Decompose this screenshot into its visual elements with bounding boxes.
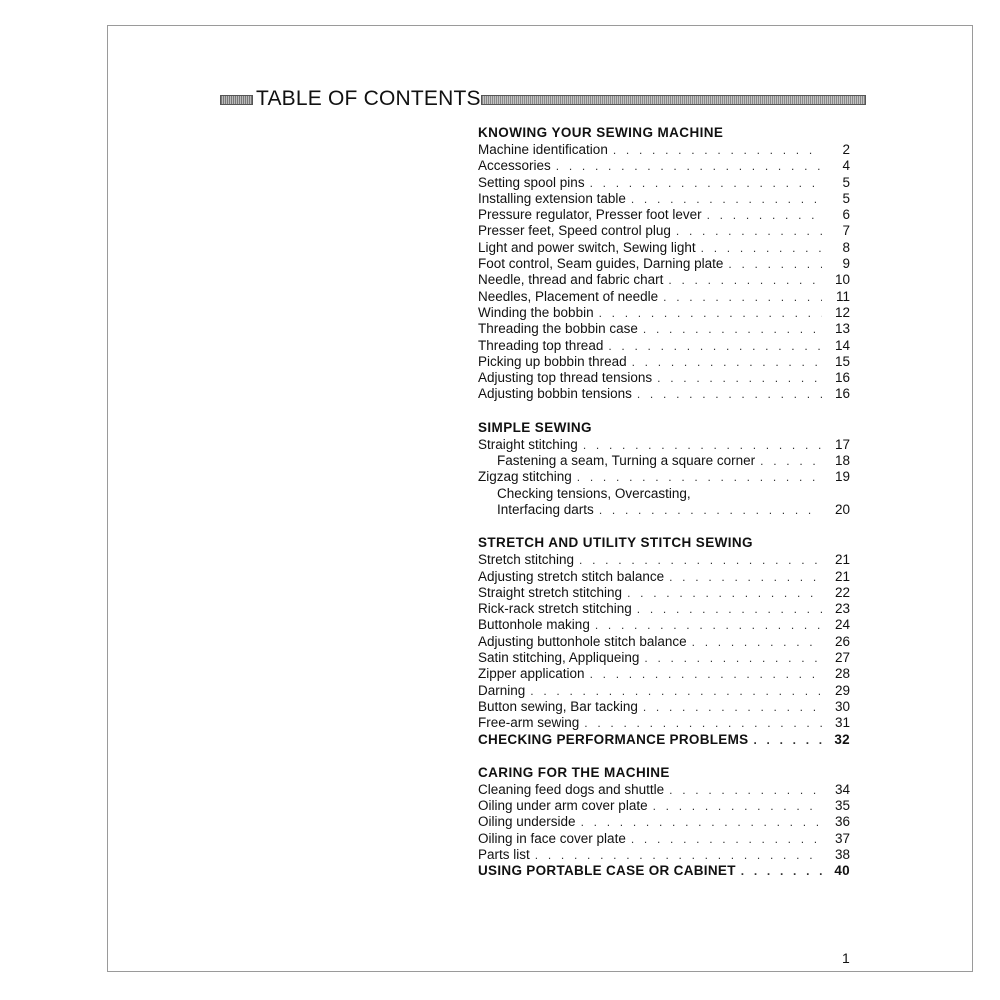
dot-leader [652,370,822,386]
toc-entry[interactable] [478,798,850,814]
dot-leader [574,552,822,568]
section-spacer [478,518,850,534]
toc-entry[interactable] [478,256,850,272]
dot-leader [594,305,822,321]
table-of-contents [478,124,850,880]
toc-entry[interactable] [478,699,850,715]
entry-label: Satin stitching, Appliqueing [478,650,640,666]
entry-label: Free-arm sewing [478,715,580,731]
toc-entry[interactable] [478,617,850,633]
dot-leader [626,191,822,207]
toc-entry[interactable] [478,175,850,191]
toc-entry[interactable] [478,240,850,256]
toc-entry[interactable] [478,453,850,469]
entry-page: 21 [834,568,850,584]
entry-page: 15 [834,353,850,369]
toc-entry[interactable] [478,223,850,239]
toc-entry[interactable] [478,585,850,601]
entry-page: 21 [834,552,850,568]
dot-leader [664,569,822,585]
dot-leader [622,585,822,601]
entry-label: Buttonhole making [478,617,590,633]
toc-entry[interactable] [478,469,850,485]
section-spacer [478,748,850,764]
page-title: TABLE OF CONTENTS [256,87,481,110]
entry-page: 30 [834,698,850,714]
dot-leader [603,338,822,354]
dot-leader [525,683,822,699]
toc-entry[interactable] [478,831,850,847]
section-title: CARING FOR THE MACHINE [478,764,670,780]
entry-label: Rick-rack stretch stitching [478,601,632,617]
toc-header [220,88,866,112]
entry-page: 27 [834,650,850,666]
entry-label: Threading the bobbin case [478,321,638,337]
toc-entry[interactable] [478,634,850,650]
dot-leader [638,699,822,715]
entry-page: 7 [842,223,850,239]
dot-leader [579,715,822,731]
entry-page: 4 [842,158,850,174]
entry-page: 36 [834,814,850,830]
dot-leader [648,798,822,814]
entry-label: Oiling under arm cover plate [478,798,648,814]
entry-page: 31 [834,715,850,731]
header-rule-right [481,95,866,105]
dot-leader [736,863,822,879]
entry-label: Setting spool pins [478,174,585,190]
entry-label: Pressure regulator, Presser foot lever [478,207,702,223]
toc-entry[interactable] [478,569,850,585]
entry-label: Light and power switch, Sewing light [478,239,696,255]
entry-page: 29 [834,682,850,698]
toc-entry[interactable] [478,666,850,682]
toc-entry[interactable] [478,601,850,617]
entry-page: 12 [834,304,850,320]
entry-page: 24 [834,617,850,633]
dot-leader [671,223,822,239]
entry-label: Needle, thread and fabric chart [478,272,664,288]
entry-label: Adjusting bobbin tensions [478,386,632,402]
header-rule-left [220,95,253,105]
toc-entry[interactable] [478,863,850,879]
section-spacer [478,403,850,419]
entry-page: 11 [835,288,850,304]
dot-leader [664,782,822,798]
entry-label: CHECKING PERFORMANCE PROBLEMS [478,731,749,747]
toc-entry[interactable] [478,732,850,748]
toc-entry[interactable] [478,207,850,223]
toc-entry[interactable] [478,650,850,666]
entry-label: Oiling underside [478,814,576,830]
toc-entry[interactable] [478,782,850,798]
dot-leader [723,256,822,272]
toc-entry[interactable] [478,486,850,502]
dot-leader [608,142,822,158]
toc-entry[interactable] [478,142,850,158]
toc-entry[interactable] [478,158,850,174]
entry-label: Installing extension table [478,190,626,206]
toc-entry[interactable] [478,354,850,370]
entry-page: 19 [834,469,850,485]
entry-label: Oiling in face cover plate [478,830,626,846]
toc-entry[interactable] [478,847,850,863]
entry-page: 18 [834,453,850,469]
dot-leader [702,207,822,223]
toc-entry[interactable] [478,191,850,207]
entry-label: Adjusting top thread tensions [478,370,653,386]
dot-leader [551,158,822,174]
dot-leader [632,386,822,402]
entry-label: Threading top thread [478,337,604,353]
toc-entry[interactable] [478,289,850,305]
dot-leader [687,634,822,650]
entry-page: 9 [842,256,850,272]
entry-page: 10 [834,272,850,288]
dot-leader [627,354,822,370]
dot-leader [590,617,822,633]
entry-page: 20 [834,501,850,517]
entry-page: 16 [834,370,850,386]
entry-page: 5 [842,190,850,206]
dot-leader [658,289,822,305]
entry-page: 28 [834,666,850,682]
entry-label: Straight stitching [478,436,578,452]
dot-leader [639,650,822,666]
entry-page: 23 [834,601,850,617]
entry-page: 2 [842,142,850,157]
entry-label: Interfacing darts [497,501,594,517]
toc-entry[interactable] [478,321,850,337]
entry-page: 16 [834,386,850,402]
toc-entry[interactable] [478,683,850,699]
entry-page: 32 [834,731,850,747]
dot-leader [755,453,822,469]
entry-label: Presser feet, Speed control plug [478,223,671,239]
entry-page: 35 [834,798,850,814]
entry-label: Machine identification [478,142,608,157]
entry-label: Needles, Placement of needle [478,288,659,304]
entry-label: Stretch stitching [478,552,575,568]
section-title: SIMPLE SEWING [478,419,592,435]
toc-entry[interactable] [478,502,850,518]
dot-leader [626,831,822,847]
dot-leader [530,847,822,863]
entry-label: USING PORTABLE CASE OR CABINET [478,863,736,879]
entry-page: 26 [834,633,850,649]
entry-label: Fastening a seam, Turning a square corner [497,453,756,469]
entry-page: 34 [834,781,850,797]
toc-entry[interactable] [478,386,850,402]
toc-entry[interactable] [478,715,850,731]
entry-label: Foot control, Seam guides, Darning plate [478,256,724,272]
dot-leader [572,469,822,485]
entry-page: 40 [834,863,850,879]
toc-entry[interactable] [478,437,850,453]
entry-label: Straight stretch stitching [478,584,623,600]
entry-page: 38 [834,846,850,862]
entry-label: Zipper application [478,666,585,682]
entry-label: Adjusting buttonhole stitch balance [478,633,687,649]
dot-leader [663,272,822,288]
dot-leader [585,666,822,682]
toc-entry[interactable] [478,338,850,354]
dot-leader [578,437,822,453]
entry-page: 22 [834,584,850,600]
entry-page: 37 [834,830,850,846]
toc-entry[interactable] [478,370,850,386]
entry-label: Accessories [478,158,551,174]
entry-label: Adjusting stretch stitch balance [478,568,665,584]
toc-entry[interactable] [478,552,850,568]
toc-entry[interactable] [478,272,850,288]
toc-entry[interactable] [478,814,850,830]
section-title: KNOWING YOUR SEWING MACHINE [478,125,724,140]
entry-page: 17 [834,436,850,452]
entry-label: Button sewing, Bar tacking [478,698,638,714]
entry-label: Cleaning feed dogs and shuttle [478,781,665,797]
dot-leader [632,601,822,617]
entry-label: Winding the bobbin [478,304,594,320]
section-title: STRETCH AND UTILITY STITCH SEWING [478,535,753,551]
dot-leader [748,732,822,748]
entry-label: Darning [478,682,526,698]
dot-leader [576,814,822,830]
entry-page: 14 [834,337,850,353]
entry-page: 6 [842,207,850,223]
page-number: 1 [842,950,850,966]
dot-leader [696,240,822,256]
dot-leader [638,321,822,337]
entry-page: 5 [842,174,850,190]
toc-entry[interactable] [478,305,850,321]
entry-label: Picking up bobbin thread [478,353,627,369]
dot-leader [594,502,822,518]
dot-leader [585,175,822,191]
entry-label: Parts list [478,846,530,862]
entry-label: Zigzag stitching [478,469,572,485]
entry-page: 8 [842,239,850,255]
entry-label: Checking tensions, Overcasting, [497,485,691,501]
entry-page: 13 [834,321,850,337]
